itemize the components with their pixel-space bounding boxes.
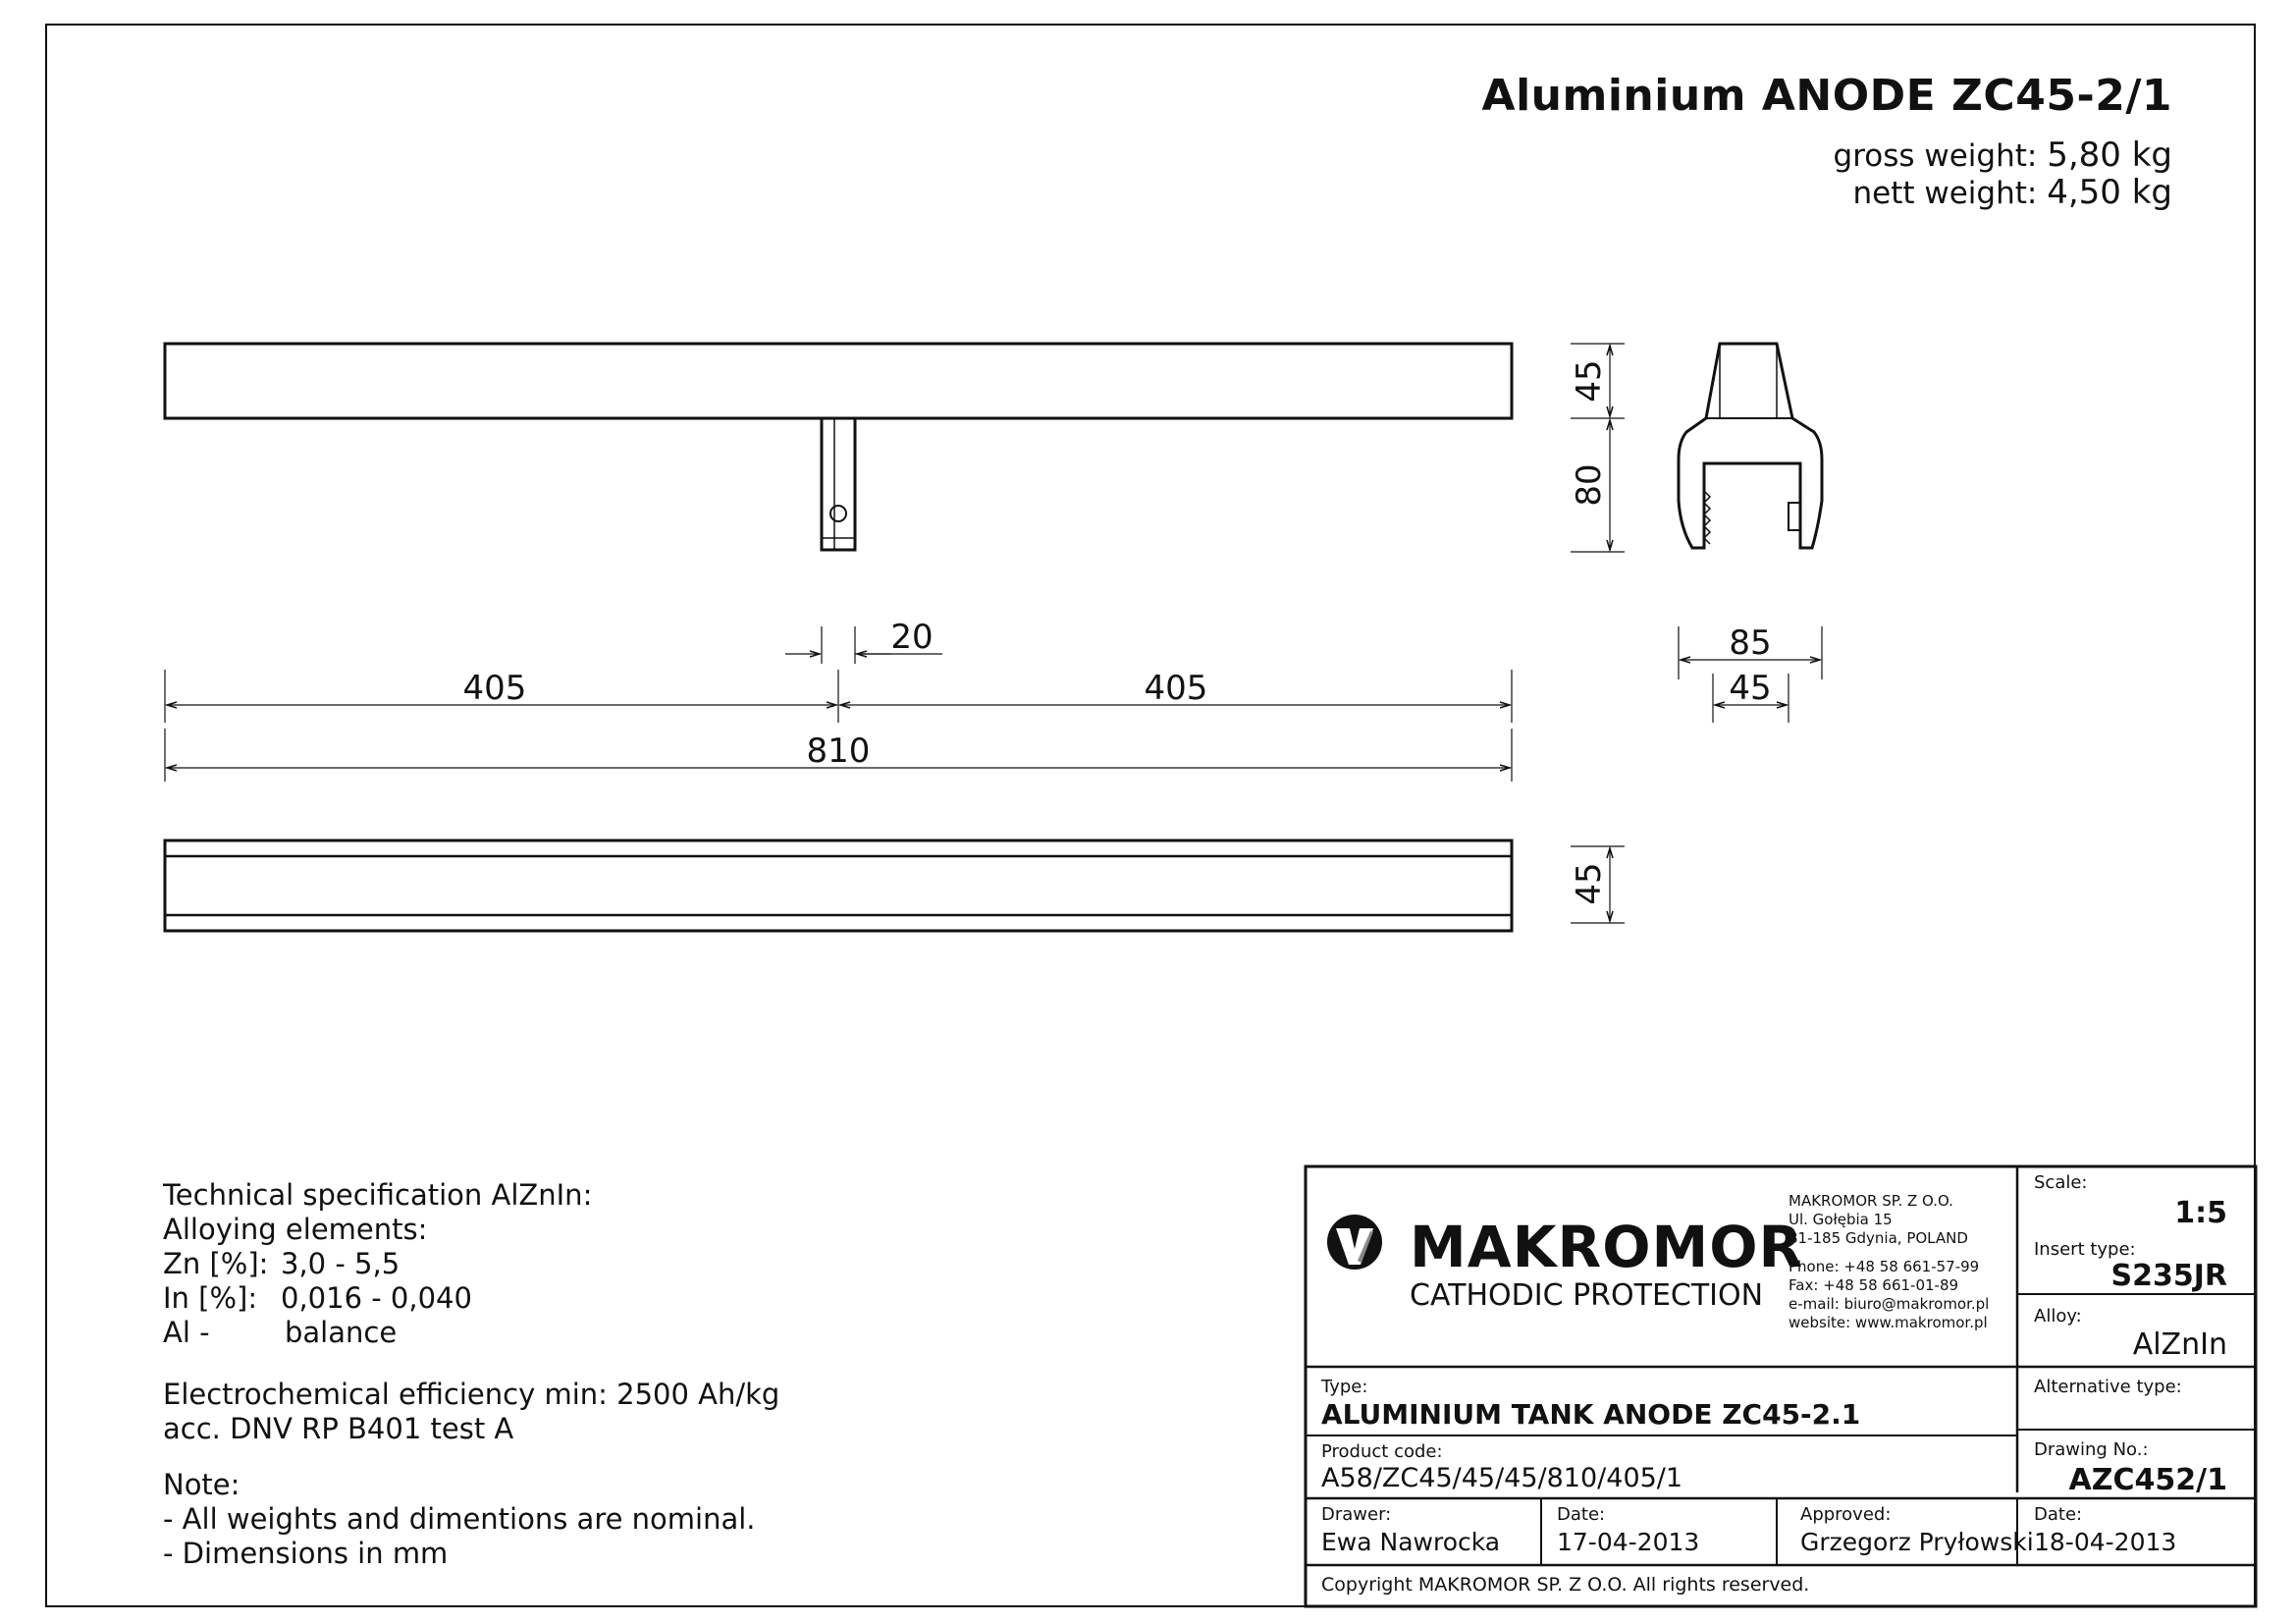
drawing-no-value: AZC452/1 (2068, 1463, 2227, 1497)
spec-al-label: Al - (163, 1316, 210, 1349)
dim-label-45-side: 45 (1570, 359, 1609, 403)
fax-line: Fax: +48 58 661-01-89 (1789, 1276, 1959, 1294)
drawer-value: Ewa Nawrocka (1321, 1528, 1501, 1556)
scale-label: Scale: (2034, 1172, 2088, 1193)
date-drawn-value: 17-04-2013 (1557, 1528, 1700, 1556)
anode-body-front-view (165, 840, 1512, 931)
spec-block (163, 1178, 779, 1571)
dim-height-front (1570, 846, 1625, 923)
company-name: MAKROMOR (1410, 1214, 1804, 1280)
note-line-2: - Dimensions in mm (163, 1537, 449, 1570)
spec-alloying: Alloying elements: (163, 1213, 428, 1246)
bracket-hole (830, 506, 846, 521)
gross-weight-value: 5,80 kg (2047, 135, 2172, 175)
drawer-label: Drawer: (1321, 1504, 1392, 1525)
company-subtitle: CATHODIC PROTECTION (1410, 1278, 1764, 1313)
insert-type-value: S235JR (2110, 1259, 2227, 1293)
dim-label-45-end: 45 (1729, 669, 1772, 708)
dim-label-405-left: 405 (462, 669, 527, 708)
spec-heading: Technical specification AlZnIn: (163, 1178, 593, 1212)
makromor-logo-icon (1327, 1215, 1382, 1270)
gross-weight-label: gross weight: (1833, 138, 2038, 174)
spec-zn-label: Zn [%]: (163, 1247, 269, 1280)
alternative-type-label: Alternative type: (2034, 1377, 2182, 1397)
anode-body-top-view (165, 344, 1512, 418)
dim-label-45-front: 45 (1570, 862, 1609, 905)
alloy-label: Alloy: (2034, 1306, 2082, 1326)
address-line-1: MAKROMOR SP. Z O.O. (1789, 1192, 1953, 1210)
anode-end-view (1679, 344, 1822, 548)
dim-bracket-width (785, 618, 942, 664)
spec-al (163, 1316, 779, 1350)
note-heading: Note: (163, 1468, 240, 1501)
address-line-3: 81-185 Gdynia, POLAND (1789, 1229, 1968, 1247)
dim-height-side (1570, 344, 1625, 552)
approved-label: Approved: (1800, 1504, 1892, 1525)
spec-in (163, 1281, 779, 1316)
address-line-2: Ul. Gołębia 15 (1789, 1211, 1893, 1228)
dim-end-widths (1679, 623, 1822, 723)
alloy-value: AlZnIn (2132, 1327, 2227, 1362)
copyright: Copyright MAKROMOR SP. Z O.O. All rights reserved. (1321, 1574, 1810, 1596)
email-line: e-mail: biuro@makromor.pl (1789, 1295, 1990, 1313)
product-code-value: A58/ZC45/45/45/810/405/1 (1321, 1463, 1683, 1493)
spec-in-label: In [%]: (163, 1281, 258, 1315)
spec-al-value: balance (285, 1316, 398, 1349)
insert-type-label: Insert type: (2034, 1239, 2136, 1260)
date-drawn-label: Date: (1557, 1504, 1606, 1525)
website-line: website: www.makromor.pl (1789, 1314, 1988, 1331)
date-approved-value: 18-04-2013 (2034, 1528, 2177, 1556)
dim-half-lengths (165, 669, 1512, 723)
dim-total-length (165, 729, 1512, 782)
scale-value: 1:5 (2174, 1196, 2227, 1230)
spec-in-value: 0,016 - 0,040 (281, 1281, 472, 1315)
nett-weight-value: 4,50 kg (2047, 173, 2172, 212)
nett-weight-label: nett weight: (1852, 176, 2038, 211)
date-approved-label: Date: (2034, 1504, 2083, 1525)
product-code-label: Product code: (1321, 1441, 1443, 1462)
drawing-title: Aluminium ANODE ZC45-2/1 (1481, 71, 2172, 121)
spec-zn (163, 1247, 779, 1281)
spec-zn-value: 3,0 - 5,5 (281, 1247, 400, 1280)
dim-label-20: 20 (890, 618, 934, 657)
type-label: Type: (1321, 1377, 1368, 1397)
phone-line: Phone: +48 58 661-57-99 (1789, 1258, 1980, 1275)
dim-label-80-side: 80 (1570, 463, 1609, 507)
spec-efficiency: Electrochemical efficiency min: 2500 Ah/kg (163, 1378, 780, 1411)
approved-value: Grzegorz Pryłowski (1800, 1528, 2034, 1556)
company-address (1789, 1192, 1989, 1332)
dim-label-810: 810 (806, 731, 871, 771)
mounting-bracket (822, 418, 855, 550)
dim-label-405-right: 405 (1144, 669, 1208, 708)
spec-standard: acc. DNV RP B401 test A (163, 1412, 514, 1445)
note-line-1: - All weights and dimentions are nominal. (163, 1502, 756, 1536)
drawing-no-label: Drawing No.: (2034, 1439, 2149, 1460)
type-value: ALUMINIUM TANK ANODE ZC45-2.1 (1321, 1398, 1861, 1431)
dim-label-85: 85 (1729, 623, 1772, 663)
